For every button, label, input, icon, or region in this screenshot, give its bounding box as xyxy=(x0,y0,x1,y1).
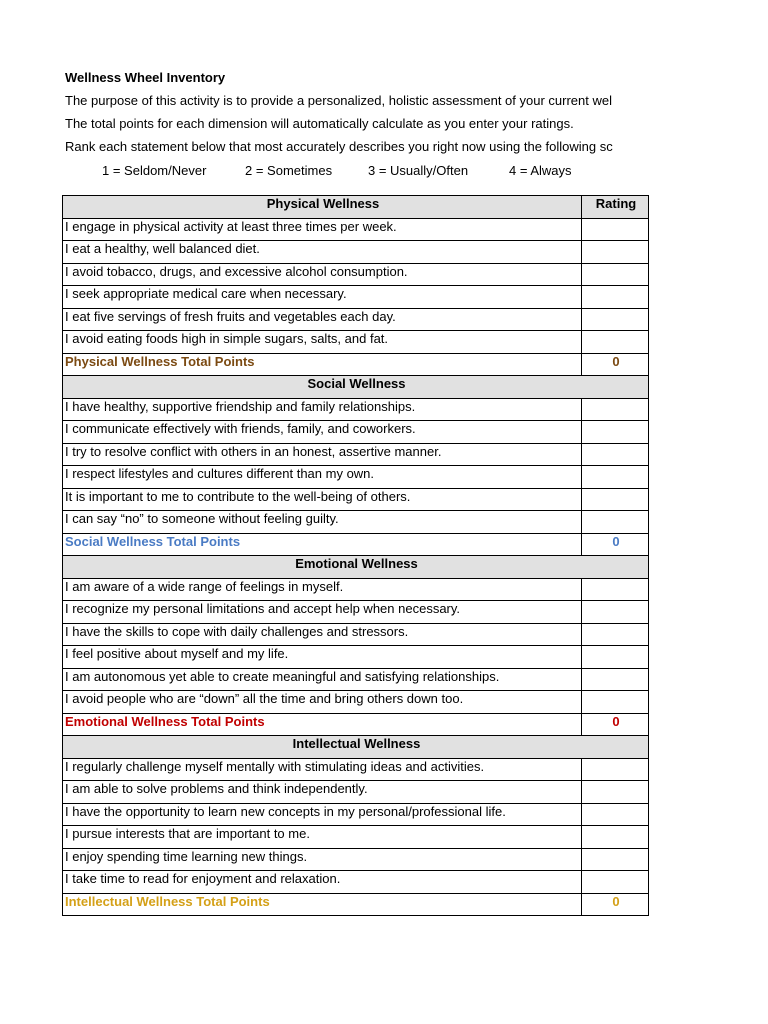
statement-text: I seek appropriate medical care when necessary. xyxy=(63,286,582,309)
rating-input-cell[interactable] xyxy=(582,623,649,646)
statement-row xyxy=(63,758,649,781)
rating-input-cell[interactable] xyxy=(582,646,649,669)
total-points-value: 0 xyxy=(582,713,649,736)
physical-wellness-header-row xyxy=(63,196,649,219)
intellectual-wellness-header-row xyxy=(63,736,649,759)
rating-input-cell[interactable] xyxy=(582,218,649,241)
scale-3: 3 = Usually/Often xyxy=(368,163,469,178)
statement-text: I have the skills to cope with daily challenges and stressors. xyxy=(63,623,582,646)
statement-row xyxy=(63,421,649,444)
inventory-table xyxy=(62,195,649,916)
statement-text: I pursue interests that are important to me. xyxy=(63,826,582,849)
statement-row xyxy=(63,241,649,264)
total-points-label: Physical Wellness Total Points xyxy=(63,353,582,376)
rating-input-cell[interactable] xyxy=(582,308,649,331)
total-points-value: 0 xyxy=(582,533,649,556)
purpose-line: The purpose of this activity is to provide a personalized, holistic assessment of your current wel xyxy=(65,93,612,108)
rating-input-cell[interactable] xyxy=(582,398,649,421)
statement-text: It is important to me to contribute to the well-being of others. xyxy=(63,488,582,511)
statement-text: I enjoy spending time learning new things. xyxy=(63,848,582,871)
statement-text: I can say “no” to someone without feeling guilty. xyxy=(63,511,582,534)
statement-row xyxy=(63,646,649,669)
statement-row xyxy=(63,578,649,601)
statement-row xyxy=(63,286,649,309)
total-points-label: Emotional Wellness Total Points xyxy=(63,713,582,736)
statement-row xyxy=(63,331,649,354)
statement-row xyxy=(63,826,649,849)
statement-text: I have healthy, supportive friendship and family relationships. xyxy=(63,398,582,421)
rating-column-header: Rating xyxy=(582,196,649,219)
statement-text: I feel positive about myself and my life. xyxy=(63,646,582,669)
rating-input-cell[interactable] xyxy=(582,848,649,871)
scale-1: 1 = Seldom/Never xyxy=(102,163,207,178)
statement-row xyxy=(63,848,649,871)
rating-input-cell[interactable] xyxy=(582,758,649,781)
scale-4: 4 = Always xyxy=(509,163,572,178)
statement-row xyxy=(63,803,649,826)
header-block xyxy=(65,69,705,158)
rating-input-cell[interactable] xyxy=(582,691,649,714)
instructions-line: The total points for each dimension will automatically calculate as you enter your ratings. xyxy=(65,116,574,131)
rating-input-cell[interactable] xyxy=(582,668,649,691)
rating-input-cell[interactable] xyxy=(582,826,649,849)
section-title: Emotional Wellness xyxy=(63,556,649,579)
page-title: Wellness Wheel Inventory xyxy=(65,70,226,85)
intellectual-wellness-total-row xyxy=(63,893,649,916)
statement-row xyxy=(63,781,649,804)
statement-row xyxy=(63,443,649,466)
scale-2: 2 = Sometimes xyxy=(245,163,333,178)
social-wellness-header-row xyxy=(63,376,649,399)
statement-text: I eat five servings of fresh fruits and vegetables each day. xyxy=(63,308,582,331)
statement-row xyxy=(63,871,649,894)
statement-text: I avoid people who are “down” all the time and bring others down too. xyxy=(63,691,582,714)
rating-input-cell[interactable] xyxy=(582,443,649,466)
statement-row xyxy=(63,668,649,691)
social-wellness-total-row xyxy=(63,533,649,556)
statement-text: I have the opportunity to learn new concepts in my personal/professional life. xyxy=(63,803,582,826)
rating-input-cell[interactable] xyxy=(582,331,649,354)
statement-row xyxy=(63,263,649,286)
statement-text: I try to resolve conflict with others in an honest, assertive manner. xyxy=(63,443,582,466)
total-points-label: Intellectual Wellness Total Points xyxy=(63,893,582,916)
rating-input-cell[interactable] xyxy=(582,488,649,511)
rating-input-cell[interactable] xyxy=(582,511,649,534)
statement-row xyxy=(63,488,649,511)
statement-text: I regularly challenge myself mentally with stimulating ideas and activities. xyxy=(63,758,582,781)
rating-input-cell[interactable] xyxy=(582,871,649,894)
emotional-wellness-total-row xyxy=(63,713,649,736)
statement-row xyxy=(63,691,649,714)
section-title: Social Wellness xyxy=(63,376,649,399)
statement-text: I am autonomous yet able to create meaningful and satisfying relationships. xyxy=(63,668,582,691)
statement-text: I avoid tobacco, drugs, and excessive alcohol consumption. xyxy=(63,263,582,286)
statement-row xyxy=(63,308,649,331)
rating-input-cell[interactable] xyxy=(582,578,649,601)
statement-text: I am able to solve problems and think independently. xyxy=(63,781,582,804)
statement-text: I eat a healthy, well balanced diet. xyxy=(63,241,582,264)
total-points-value: 0 xyxy=(582,353,649,376)
total-points-value: 0 xyxy=(582,893,649,916)
statement-row xyxy=(63,218,649,241)
statement-text: I am aware of a wide range of feelings in myself. xyxy=(63,578,582,601)
total-points-label: Social Wellness Total Points xyxy=(63,533,582,556)
rating-input-cell[interactable] xyxy=(582,421,649,444)
statement-text: I engage in physical activity at least three times per week. xyxy=(63,218,582,241)
statement-text: I take time to read for enjoyment and relaxation. xyxy=(63,871,582,894)
statement-text: I respect lifestyles and cultures different than my own. xyxy=(63,466,582,489)
statement-row xyxy=(63,623,649,646)
rating-input-cell[interactable] xyxy=(582,241,649,264)
statement-row xyxy=(63,511,649,534)
emotional-wellness-header-row xyxy=(63,556,649,579)
physical-wellness-total-row xyxy=(63,353,649,376)
rank-line: Rank each statement below that most accurately describes you right now using the following sc xyxy=(65,139,613,154)
rating-input-cell[interactable] xyxy=(582,286,649,309)
statement-row xyxy=(63,601,649,624)
rating-input-cell[interactable] xyxy=(582,466,649,489)
statement-row xyxy=(63,466,649,489)
rating-input-cell[interactable] xyxy=(582,263,649,286)
rating-input-cell[interactable] xyxy=(582,601,649,624)
rating-input-cell[interactable] xyxy=(582,781,649,804)
statement-text: I avoid eating foods high in simple sugars, salts, and fat. xyxy=(63,331,582,354)
statement-text: I communicate effectively with friends, family, and coworkers. xyxy=(63,421,582,444)
statement-text: I recognize my personal limitations and accept help when necessary. xyxy=(63,601,582,624)
statement-row xyxy=(63,398,649,421)
section-title: Physical Wellness xyxy=(63,196,582,219)
rating-input-cell[interactable] xyxy=(582,803,649,826)
section-title: Intellectual Wellness xyxy=(63,736,649,759)
